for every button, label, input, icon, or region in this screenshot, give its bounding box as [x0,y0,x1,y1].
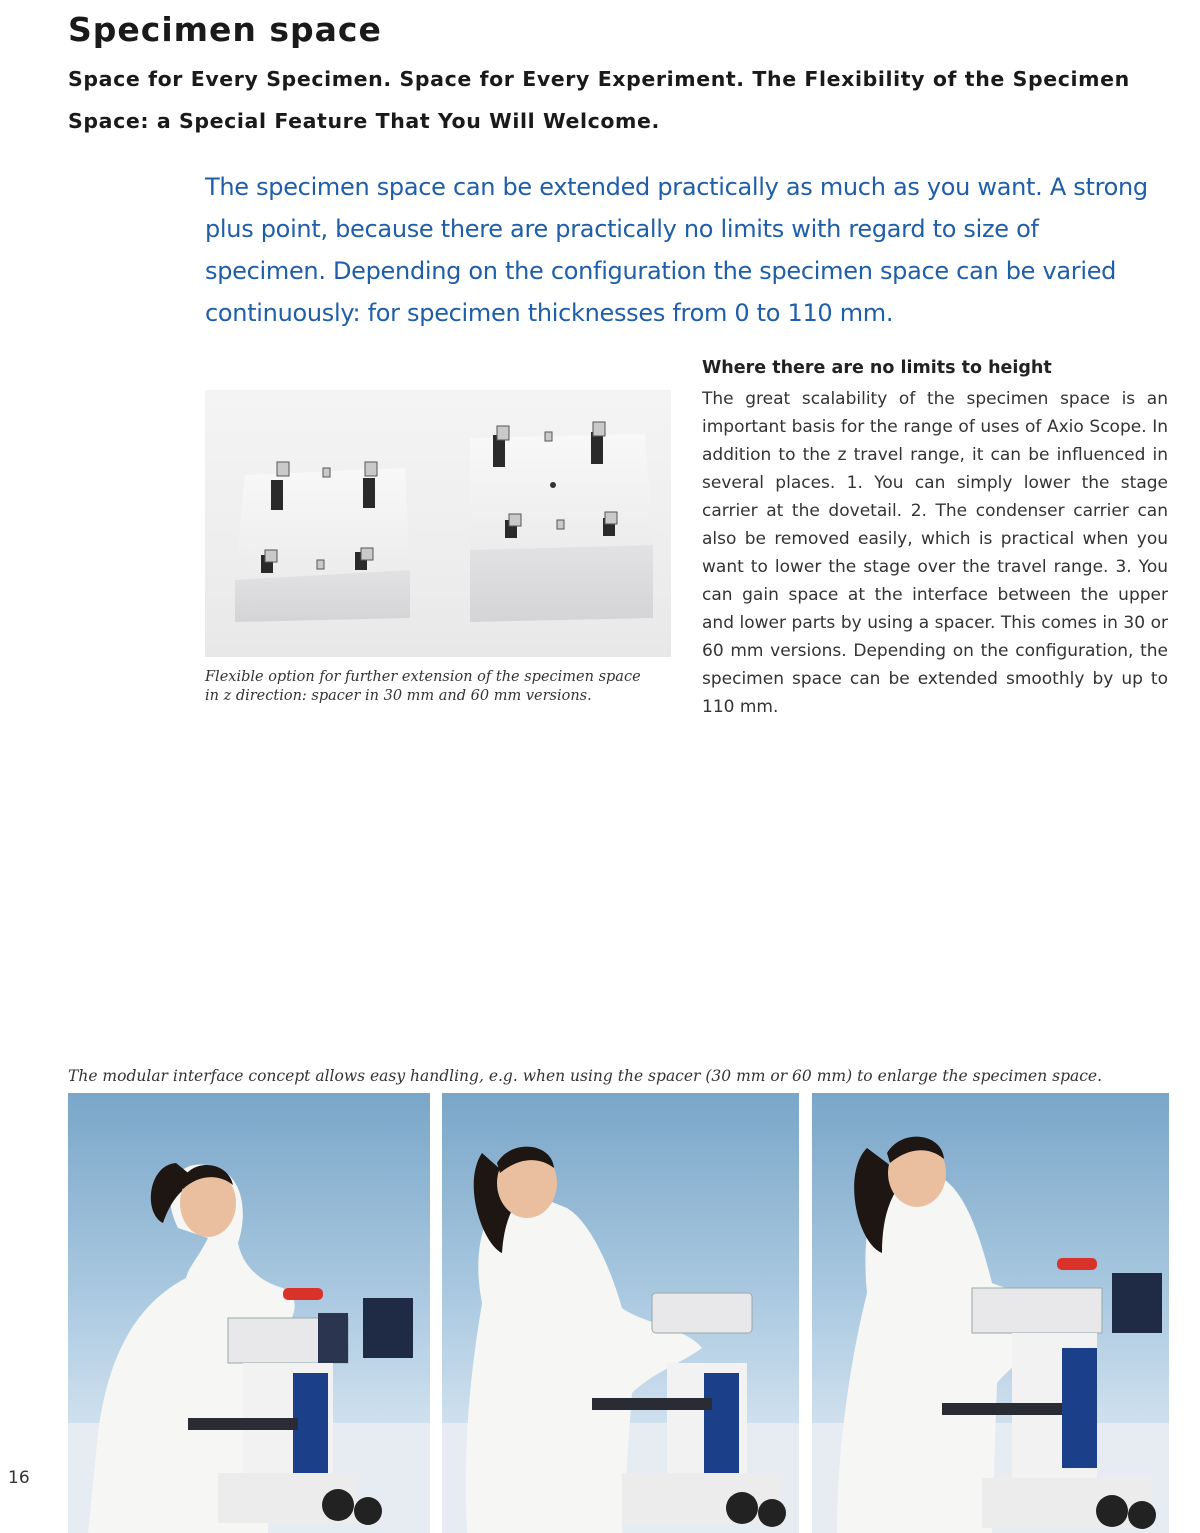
woman-lifting-upper-part-illustration [442,1093,799,1533]
section-heading: Where there are no limits to height [702,358,1052,378]
spacer-30mm [235,462,410,622]
photo-series-caption: The modular interface concept allows easy handling, e.g. when using the spacer (30 mm or 60 mm) to enlarge the specimen space. [68,1067,1103,1085]
page-title: Specimen space [68,10,382,49]
woman-with-microscope-illustration [68,1093,430,1533]
section-body: The great scalability of the specimen space is an important basis for the range of uses of Axio Scope. In addition to the z travel range, it can be influenced in several places. 1. You can simply lower the stage carrier at the dovetail. 2. The condenser carrier can also be removed easily, which is practical when you want to lower the stage over the travel range. 3. You can gain space at the interface between the upper and lower parts by using a spacer. This comes in 30 or 60 mm versions. Depending on the configuration, the specimen space can be extended smoothly by up to 110 mm. [702,389,1168,717]
figure-caption: Flexible option for further extension of the specimen space in z direction: spacer in 30 mm and 60 mm versions. [205,669,641,704]
spacer-photo [205,390,671,657]
page-subtitle: Space for Every Specimen. Space for Every Experiment. The Flexibility of the Specimen Space: a Special Feature That You Will Welcome. [68,67,1130,133]
spacer-60mm [470,422,653,622]
photo-step-2 [442,1093,799,1533]
photo-step-1 [68,1093,430,1533]
photo-step-3 [812,1093,1169,1533]
page-number: 16 [8,1468,30,1488]
woman-placing-upper-part-illustration [812,1093,1169,1533]
spacer-blocks-illustration [205,390,671,657]
intro-paragraph: The specimen space can be extended practically as much as you want. A strong plus point, because there are practically no limits with regard to size of specimen. Depending on the configuration the specimen space can be varied continuously: for specimen thicknesses from 0 to 110 mm. [205,173,1148,327]
